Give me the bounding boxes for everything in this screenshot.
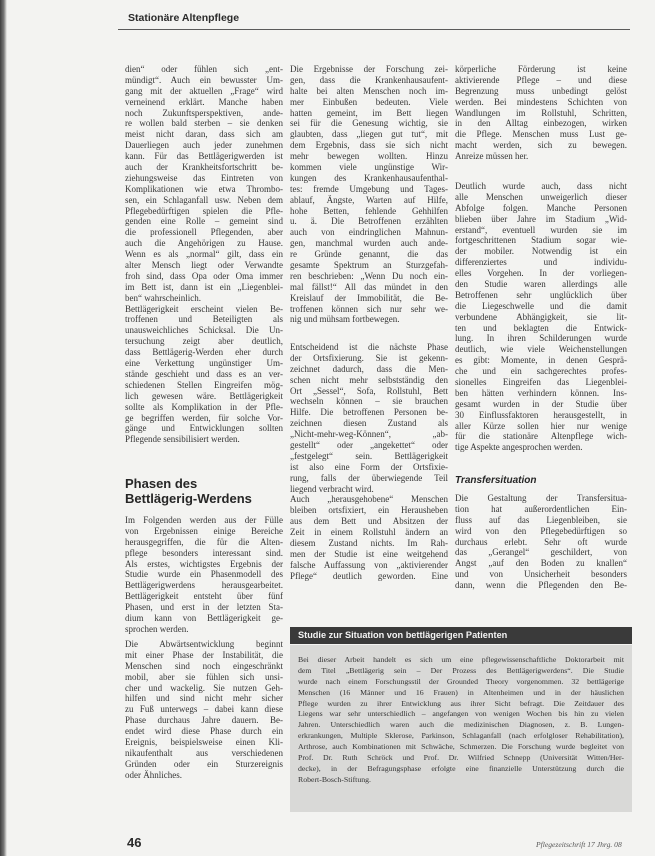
text-line: lich gewesen wäre. Bettlägerigkeit [125,390,283,401]
text-line: deutlich, wie viele Weichenstellungen [455,344,627,355]
text-line: Bettlägerigkeit entsteht über fünf [125,591,283,602]
text-line: Hilfe. Die betroffenen Personen be- [290,407,448,418]
text-line: zu Fuß unterwegs – dabei kann diese [125,704,283,715]
text-line: dium kann von Bettlägerigkeit ge- [125,613,283,624]
text-line: nikaufenthalt aus verschiedenen [125,747,283,758]
text-line: aktivierende Pflege – und diese [455,74,627,85]
text-line: aller Kürze sollen hier nur wenige [455,420,627,431]
text-line: schiedenen Stellen Eingreifen mög- [125,379,283,390]
text-line: mündigt“. Auch ein bewusster Um- [125,74,283,85]
text-line: wechseln können – sie brauchen [290,396,448,407]
text-line: noch Zukunftsperspektiven, ande- [125,107,283,118]
subheading-transfersituation: Transfersituation [455,475,537,486]
text-line: ziehungsweise das Eintreten von [125,172,283,183]
text-line: oder Ähnliches. [125,769,182,780]
text-line: verbundene Abhängigkeit, sie lit- [455,311,627,322]
text-line: hatten gemeint, im Bett liegen [290,107,448,118]
text-line: alter Mensch liegt oder Verwandte [125,260,283,271]
text-line: halte bei alten Menschen noch im- [290,85,448,96]
text-line: re wollen bald sterben – sie denken [125,118,283,129]
infobox-body [290,645,632,812]
text-line: Als erstes, wichtigstes Ergebnis der [125,558,283,569]
text-line: Studie wurde ein Phasenmodell des [125,569,283,580]
column-1-paragraph-3 [125,639,283,781]
text-line: 30 Einflussfaktoren herausgestellt, in [455,409,627,420]
text-line: Komplikationen wie etwa Thrombo- [125,183,283,194]
text-line: Pflegende sensibilisiert werden. [125,434,240,445]
text-line: Bei dieser Arbeit handelt es sich um eine pflegewissenschaftliche Doktorarbeit mit [298,655,624,664]
text-line: „festgelegt“ sein. Bettlägerigkeit [290,450,448,461]
text-line: Liegens war sehr unterschiedlich – angefangen von wenigen Wochen bis hin zu vielen [298,709,624,719]
text-line: zeichnen diesen Zustand als [290,418,448,429]
text-line: sei für die Genesung wichtig, sie [290,118,448,129]
text-line: gänge und Entwicklungen sollten [125,423,283,434]
page-number: 46 [127,835,142,850]
text-line: fortgeschrittenen Stadium sogar wie- [455,235,627,246]
text-line: lung. In ihren Schilderungen wurde [455,333,627,344]
column-2-paragraph-1 [290,64,448,325]
column-1-paragraph-2 [125,515,283,635]
text-line: cher und wackelig. Sie nutzen Geh- [125,682,283,693]
text-line: froh sind, dass Opa oder Oma immer [125,270,283,281]
text-line: aus dem Bett und Absitzen der [290,516,448,527]
text-line: ten und beklagten die Entwick- [455,322,627,333]
text-line: meist nicht daran, dass sich am [125,129,283,140]
text-line: kungen des Krankenhausaufenthal- [290,172,448,183]
text-line: Die Abwärtsentwicklung beginnt [125,639,283,649]
text-line: ren beschrieben: „Wenn Du noch ein- [290,270,448,281]
text-line: Die Ergebnisse der Forschung zei- [290,64,448,74]
text-line: blieben über Jahre im Stadium „Wid- [455,213,627,224]
text-line: Prof. Dr. Ruth Schröck und Prof. Dr. Wilfried Schnepp (Universität Witten/Her- [298,753,624,763]
text-line: das „Gerangel“ geschildert, von [455,547,627,558]
text-line: Zeit in einem Rollstuhl ändern an [290,527,448,538]
text-line: gen, dass die Krankenhausaufent- [290,74,448,85]
column-3-paragraph-2 [455,181,627,453]
text-line: Begrenzung muss unbedingt gelöst [455,85,627,96]
text-line: die Pflege. Menschen muss Lust ge- [455,129,627,140]
text-line: wird von den Pflegebedürftigen so [455,525,627,536]
text-line: in den Alltag einbezogen, wirken [455,118,627,129]
text-line: im Bett ist, dann ist ein „Liegenblei- [125,281,283,292]
text-line: gesamt wurden in der Studie über [455,398,627,409]
text-line: decke), in der Befragungsphase erfolgte eine finanzielle Unterstützung durch die [298,763,624,773]
text-line: mer Einbußen bedeuten. Viele [290,96,448,107]
text-line: erkrankungen, Multiple Sklerose, Parkinson, Schlaganfall (nach erfolgloser Rehabilitation), [298,731,624,741]
text-line: pflege besonders interessant sind. [125,547,283,558]
text-line: che und ein sachgerechtes profes- [455,366,627,377]
text-line: von Ergebnissen einige Bereiche [125,525,283,536]
text-line: Jahren. Unterschiedlich waren auch die medizinischen Diagnosen, z. B. Lungen- [298,720,624,730]
text-line: es gibt: Momente, in denen Gesprä- [455,355,627,366]
text-line: Menschen (16 Männer und 16 Frauen) in Altenheimen und in der häuslichen [298,687,624,697]
text-line: mit einer Phase der Instabilität, die [125,649,283,660]
text-line: Ereignis, beispielsweise einen Kli- [125,737,283,748]
text-line: mobil, aber sie fühlen sich unsi- [125,671,283,682]
section-heading-phasen [125,476,283,506]
text-line: Bettlägerigkeit erscheint vielen Be- [125,303,283,314]
text-line: troffenen können sich nur sehr we- [290,303,448,314]
text-line: re Gründe genannt, die das [290,249,448,260]
text-line: dass Bettlägerig-Werden eher durch [125,347,283,358]
text-line: Im Folgenden werden aus der Fülle [125,515,283,525]
text-line: ablauf, Ängste, Warten auf Hilfe, [290,194,448,205]
text-line: zeichnet dadurch, dass die Men- [290,363,448,374]
journal-footer: Pflegezeitschrift 17 Jhrg. 08 [536,840,622,849]
text-line: Betroffenen sehr unglücklich über [455,289,627,300]
text-line: mal fällst!“ All das mündet in den [290,281,448,292]
text-line: diesem Zustand nichts. Im Rah- [290,538,448,549]
text-line: erstand“, eventuell wurden sie im [455,224,627,235]
text-line: ben hätten verhindern können. Ins- [455,387,627,398]
column-2-paragraph-2 [290,342,448,582]
text-line: troffenen und Beteiligten als [125,314,283,325]
text-line: Kreislauf der Immobilität, die Be- [290,292,448,303]
text-line: sionelles Eingreifen das Liegenblei- [455,377,627,388]
text-line: rung, falls der überwiegende Teil [290,472,448,483]
section-heading-line: Bettlägerig-Werdens [125,491,252,506]
text-line: die professionell Pflegenden, aber [125,227,283,238]
text-line: eine Verkettung ungünstiger Um- [125,358,283,369]
text-line: Abfolge folgen. Manche Personen [455,202,627,213]
text-line: macht werden, sich zu bewegen. [455,140,627,151]
text-line: Wandlungen im Rollstuhl, Schritten, [455,107,627,118]
text-line: auch die Angehörigen zu Hause. [125,238,283,249]
text-line: Ort „Sessel“, Sofa, Rollstuhl, Bett [290,385,448,396]
text-line: „Nicht-mehr-weg-Können“, „ab- [290,429,448,440]
text-line: kann. Für das Bettlägerigwerden ist [125,151,283,162]
text-line: auch der Krankheitsfortschritt be- [125,162,283,173]
column-1-paragraph-1 [125,64,283,445]
text-line: Arthrose, auch Kombinationen mit Schwäche, Schmerzen. Die Forschung wurde begleitet von [298,742,624,752]
text-line: körperliche Förderung ist keine [455,64,627,74]
text-line: elles Vorgehen. In der vorliegen- [455,268,627,279]
text-line: Pflegebedürftigen spielen die Pfle- [125,205,283,216]
text-line: ben“ wahrscheinlich. [125,292,201,303]
text-line: mehr bewegen wollten. Hinzu [290,151,448,162]
column-3-paragraph-3 [455,493,627,591]
text-line: sprochen werden. [125,623,189,634]
text-line: dien“ oder fühlen sich „ent- [125,64,283,74]
text-line: tion hat außerordentlichen Ein- [455,503,627,514]
text-line: Menschen sind noch eingeschränkt [125,660,283,671]
text-line: Pflege wurden zu ihrer Entwicklung aus ihrer Sicht befragt. Die Zeitdauer des [298,698,624,708]
header-rule [118,29,630,30]
text-line: glaubten, dass „liegen gut tut“, mit [290,129,448,140]
text-line: ist also eine Form der Ortsfixie- [290,461,448,472]
text-line: Gründen oder ein Sturzereignis [125,758,283,769]
text-line: liegend verbracht wird. [290,483,374,494]
text-line: Anreize müssen her. [455,151,529,162]
text-line: die Liegeschwelle und die damit [455,300,627,311]
text-line: gestellt“ oder „angekettet“ oder [290,440,448,451]
section-header-title: Stationäre Altenpflege [128,12,240,24]
text-line: Bettlägerigwerdens herausgearbeitet. [125,580,283,591]
text-line: Phase durchaus Jahre dauern. Be- [125,715,283,726]
text-line: Deutlich wurde auch, dass nicht [455,181,627,191]
text-line: gen, manchmal wurden auch ande- [290,238,448,249]
text-line: u. ä. Die Betroffenen erzählten [290,216,448,227]
infobox-title-bar: Studie zur Situation von bettlägerigen Patienten [290,627,632,644]
text-line: falsche Auffassung von „aktivierender [290,559,448,570]
text-line: genden eine Rolle – gemeint sind [125,216,283,227]
text-line: tersuchung zeigt aber deutlich, [125,336,283,347]
text-line: Auch „herausgehobene“ Menschen [290,494,448,505]
text-line: auch von eindringlichen Mahnun- [290,227,448,238]
text-line: verneinend erklärt. Manche haben [125,96,283,107]
text-line: der Ortsfixierung. Sie ist gekenn- [290,352,448,363]
text-line: gang mit der aktuellen „Frage“ wird [125,85,283,96]
text-line: stände geschieht und dass es an ver- [125,368,283,379]
text-line: kommen viele ungünstige Wir- [290,162,448,173]
text-line: nig und mühsam fortbewegen. [290,314,400,325]
text-line: endet wird diese Phase durch ein [125,726,283,737]
infobox-text [298,655,624,786]
column-3-paragraph-1 [455,64,627,162]
text-line: gesamte Spektrum an Sturzgefah- [290,260,448,271]
text-line: men der Studie ist eine weitgehend [290,548,448,559]
text-line: durchaus erlebt. Sehr oft wurde [455,536,627,547]
text-line: schen nicht mehr selbstständig den [290,374,448,385]
text-line: alle Menschen unweigerlich dieser [455,191,627,202]
text-line: werden. Bei mindestens Schichten von [455,96,627,107]
text-line: hilfen und sind nicht mehr sicher [125,693,283,704]
text-line: differenziertes und individu- [455,257,627,268]
text-line: den Studie waren allerdings alle [455,279,627,290]
text-line: sen, ein Schlaganfall usw. Neben dem [125,194,283,205]
text-line: herausgegriffen, die für die Alten- [125,536,283,547]
text-line: tige Aspekte angesprochen werden. [455,442,583,453]
text-line: Entscheidend ist die nächste Phase [290,342,448,352]
section-heading-line: Phasen des [125,476,198,491]
text-line: ge begriffen werden, für solche Vor- [125,412,283,423]
text-line: Phasen, und erst in der letzten Sta- [125,602,283,613]
scan-edge-shadow [0,0,7,856]
text-line: unausweichliches Schicksal. Die Un- [125,325,283,336]
text-line: bleiben ortsfixiert, ein Herausheben [290,505,448,516]
text-line: sollte als Komplikation in der Pfle- [125,401,283,412]
text-line: hohe Betten, fehlende Gehhilfen [290,205,448,216]
text-line: Pflege“ deutlich geworden. Eine [290,570,448,581]
text-line: und von Unsicherheit besonders [455,569,627,580]
text-line: Dauerliegen auch jeder zunehmen [125,140,283,151]
text-line: Wenn es als „normal“ gilt, dass ein [125,249,283,260]
text-line: Robert-Bosch-Stiftung. [298,774,371,784]
text-line: dem Titel „Bettlägerig sein – Der Prozess des Bettlägerigwerdens“. Die Studie [298,665,624,675]
text-line: der mobiler. Notwendig ist ein [455,246,627,257]
text-line: wurde nach einem Forschungsstil der Grounded Theory vorgenommen. 32 bettlägerige [298,676,624,686]
text-line: tes: fremde Umgebung und Tages- [290,183,448,194]
text-line: Angst „auf den Boden zu knallen“ [455,558,627,569]
text-line: Die Gestaltung der Transfersitua- [455,493,627,503]
text-line: für die stationäre Altenpflege wich- [455,431,627,442]
text-line: fluss auf das Liegenbleiben, sie [455,514,627,525]
text-line: dann, wenn die Pflegenden den Be- [455,580,627,591]
text-line: dem Ergebnis, dass sie sich nicht [290,140,448,151]
